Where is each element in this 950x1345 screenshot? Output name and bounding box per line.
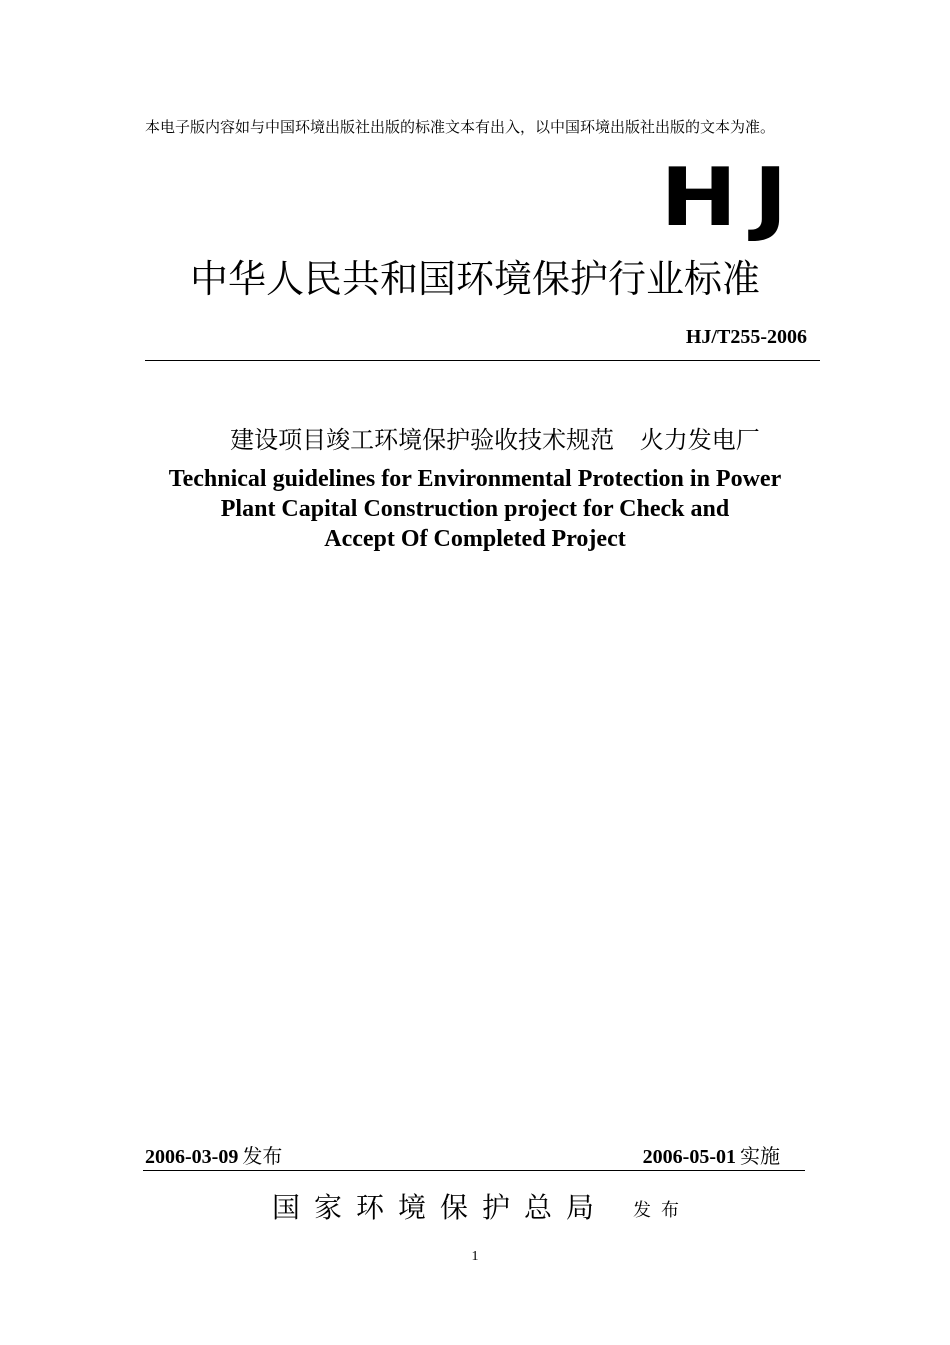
document-title-cn: 建设项目竣工环境保护验收技术规范 火力发电厂 [230, 426, 760, 454]
header-divider [145, 360, 820, 361]
page-number: 1 [471, 1249, 479, 1264]
document-title-en-line-1: Technical guidelines for Environmental Protection in Power [168, 466, 782, 492]
issue-date-block [145, 1143, 282, 1170]
issue-date: 2006-03-09 [145, 1146, 239, 1168]
standard-code: HJ/T255-2006 [685, 326, 807, 348]
document-title-en [145, 464, 805, 554]
disclaimer-note: 本电子版内容如与中国环境出版社出版的标准文本有出入，以中国环境出版社出版的文本为准。 [145, 118, 776, 136]
document-title-en-line-2: Plant Capital Construction project for Check and [220, 496, 730, 522]
effective-date: 2006-05-01 [642, 1146, 736, 1168]
issue-label: 发布 [242, 1144, 283, 1168]
document-title-en-line-3: Accept Of Completed Project [324, 526, 626, 552]
standard-category-mark: HJ [660, 151, 804, 244]
standard-title: 中华人民共和国环境保护行业标准 [189, 257, 760, 301]
footer-divider [143, 1170, 805, 1171]
effective-date-block [643, 1143, 780, 1170]
publisher-name: 国家环境保护总局 [272, 1191, 609, 1224]
effective-label: 实施 [740, 1144, 780, 1168]
publisher-suffix: 发布 [633, 1200, 689, 1221]
